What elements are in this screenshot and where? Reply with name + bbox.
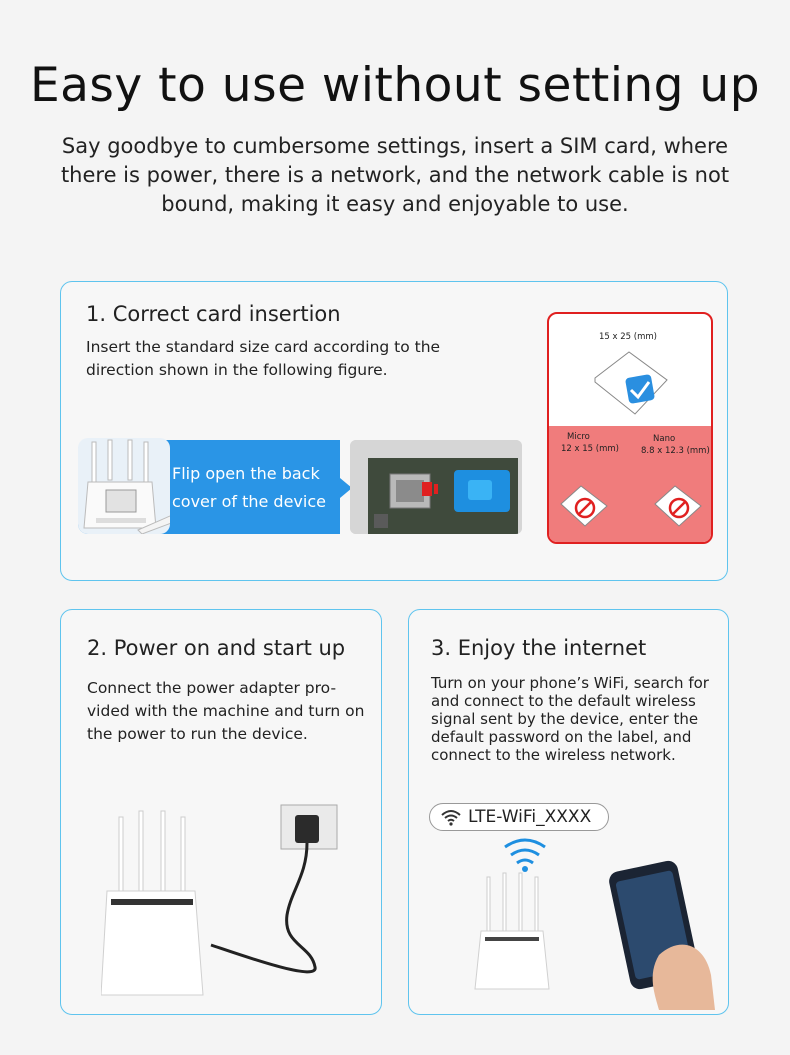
flip-line-2: cover of the device [172, 492, 326, 511]
router-power-illustration [101, 795, 341, 1005]
router-back-icon [78, 438, 170, 534]
sim-standard-size: 15 x 25 (mm) [599, 332, 657, 342]
sim-not-supported-area [549, 426, 713, 544]
flip-line-1: Flip open the back [172, 464, 320, 483]
step2-description: Connect the power adapter pro-vided with the machine and turn on the power to run the device. [87, 679, 365, 743]
router-phone-illustration [459, 835, 719, 1010]
step-card-sim-insertion [60, 281, 728, 581]
nano-label: Nano [653, 434, 676, 444]
wifi-icon [440, 808, 462, 826]
flip-cover-banner [78, 440, 340, 534]
nano-size: 8.8 x 12.3 (mm) [641, 446, 710, 456]
step-card-power-on [60, 609, 382, 1015]
micro-size: 12 x 15 (mm) [561, 444, 619, 454]
step1-title: 1. Correct card insertion [86, 302, 341, 326]
sim-size-guide [547, 312, 713, 544]
wifi-ssid: LTE-WiFi_XXXX [468, 807, 592, 827]
micro-sim-prohibited-icon [555, 484, 615, 528]
step1-description: Insert the standard size card according to the direction shown in the following figure. [86, 338, 441, 379]
micro-label: Micro [567, 432, 590, 442]
sim-slot-photo [350, 440, 522, 534]
flip-cover-text [172, 460, 340, 516]
step3-title: 3. Enjoy the internet [431, 636, 647, 660]
nano-sim-prohibited-icon [649, 484, 709, 528]
page-subtitle: Say goodbye to cumbersome settings, insert a SIM card, where there is power, there is a network, and the network cable is not bound, making it easy and enjoyable to use. [60, 134, 730, 216]
step-card-enjoy-internet [408, 609, 729, 1015]
standard-sim-icon [589, 348, 673, 418]
sim-slot-illustration [350, 440, 522, 534]
step2-title: 2. Power on and start up [87, 636, 346, 660]
page-title: Easy to use without setting up [29, 58, 761, 113]
wifi-network-pill [429, 803, 609, 831]
step3-description: Turn on your phone’s WiFi, search for and connect to the default wireless signal sent by the device, enter the default password on the label, and connect to the wireless network. [431, 674, 709, 764]
